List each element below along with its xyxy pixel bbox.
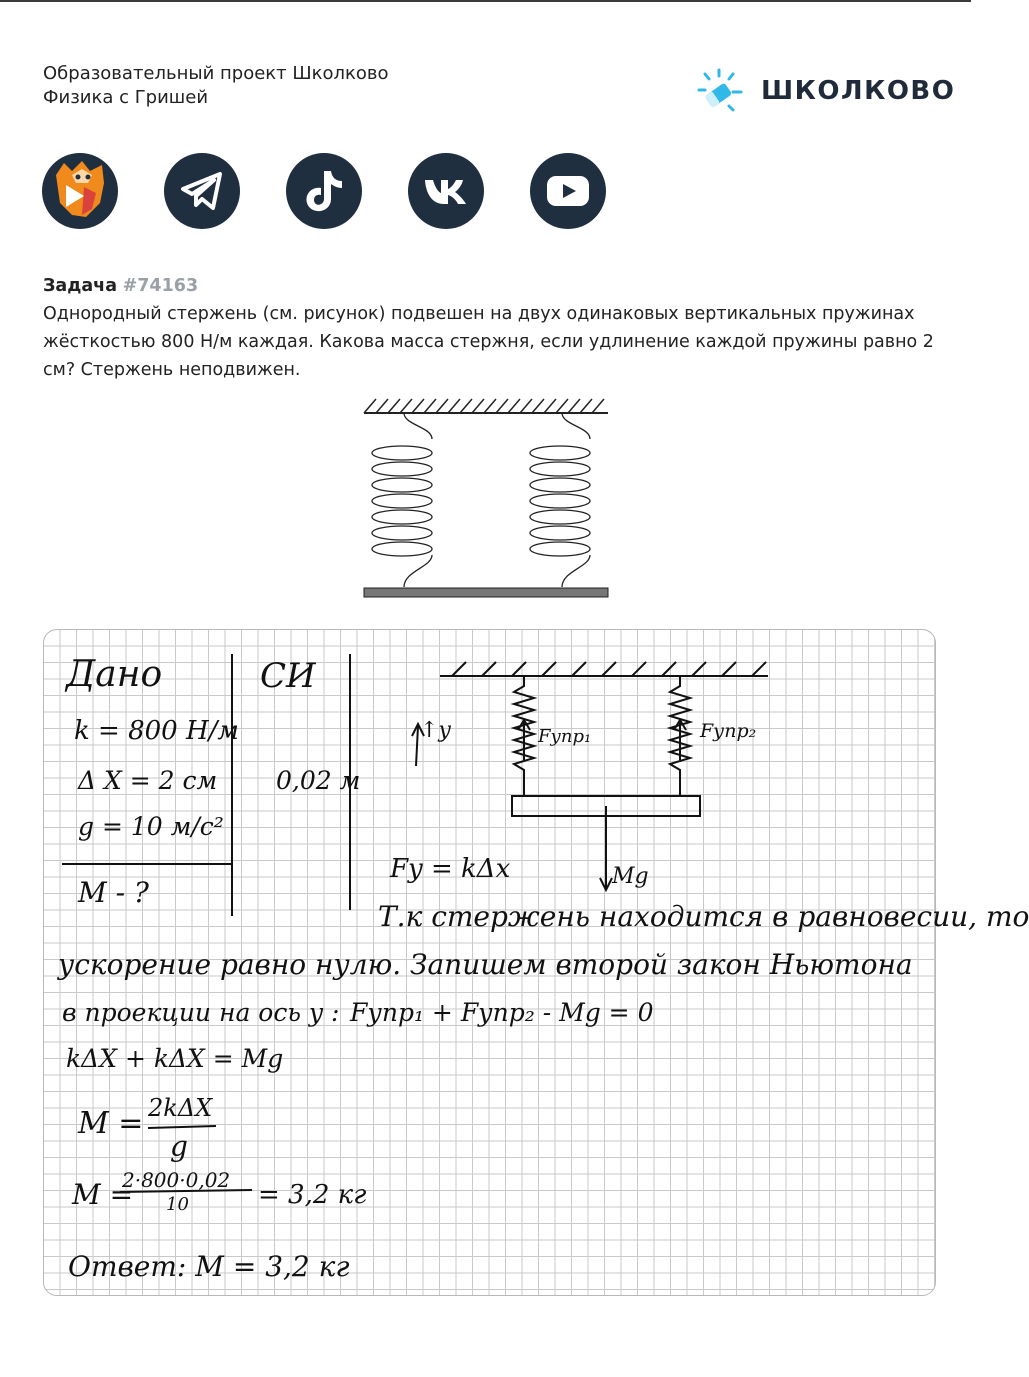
rod: [364, 588, 608, 597]
si-title: СИ: [260, 656, 316, 696]
ceiling-hatch: [364, 399, 604, 413]
mascot-button[interactable]: [42, 153, 118, 229]
answer: Ответ: M = 3,2 кг: [68, 1250, 350, 1283]
equation-3-result: = 3,2 кг: [258, 1180, 367, 1210]
text-line-1: Т.к стержень находится в равновесии, то: [378, 900, 1029, 933]
equation-3-lhs: M =: [72, 1178, 134, 1211]
hooke-law: Fy = kΔx: [390, 854, 511, 884]
equation-2-lhs: M =: [78, 1106, 144, 1141]
vk-button[interactable]: [408, 153, 484, 229]
dx-si: 0,02 м: [276, 766, 361, 795]
logo-icon: [695, 68, 747, 116]
task-number[interactable]: #74163: [122, 276, 199, 296]
force-label-2: Fупр₂: [700, 720, 757, 742]
telegram-icon: [180, 171, 224, 211]
spring-left: [372, 413, 432, 587]
logo[interactable]: [695, 68, 956, 116]
equation-3-numerator: 2·800·0,02: [122, 1168, 231, 1192]
axis-y-label: ↑y: [420, 718, 451, 743]
text-line-3b: Fупр₁ + Fупр₂ - Mg = 0: [350, 998, 654, 1027]
logo-text: ШКОЛКОВО: [761, 76, 956, 106]
given-title: Дано: [66, 654, 163, 695]
equation-3-denominator: 10: [166, 1194, 189, 1215]
youtube-icon: [546, 175, 590, 207]
tiktok-button[interactable]: [286, 153, 362, 229]
task-block: [43, 272, 943, 384]
springs-figure: [360, 395, 612, 605]
telegram-button[interactable]: [164, 153, 240, 229]
equation-2-numerator: 2kΔX: [148, 1094, 213, 1122]
header-project: Образовательный проект Школково: [43, 63, 389, 84]
youtube-button[interactable]: [530, 153, 606, 229]
equation-1: kΔX + kΔX = Mg: [66, 1044, 284, 1073]
task-text: Однородный стержень (см. рисунок) подвешен на двух одинаковых вертикальных пружинах жёсткостью 800 Н/м каждая. Какова масса стержня, если удлинение каждой пружины равно 2 см? Стержень неподвижен.: [43, 304, 934, 380]
given-k: k = 800 Н/м: [74, 716, 239, 746]
solution-notebook: [43, 629, 1029, 1296]
equation-2-denominator: g: [170, 1130, 188, 1163]
top-border: [0, 0, 971, 2]
mascot-icon: [42, 153, 118, 229]
tiktok-icon: [304, 169, 344, 213]
vk-icon: [423, 177, 469, 205]
given-g: g = 10 м/с²: [78, 812, 224, 841]
gravity-label: Mg: [612, 864, 649, 889]
spring-right: [530, 413, 590, 587]
header: [43, 62, 389, 110]
header-course: Физика с Гришей: [43, 87, 209, 108]
given-dx: Δ X = 2 см: [78, 766, 218, 795]
force-label-1: Fупр₁: [538, 726, 592, 747]
task-label: Задача: [43, 276, 118, 296]
text-line-2: ускорение равно нулю. Запишем второй закон Ньютона: [58, 948, 913, 981]
text-line-3a: в проекции на ось y :: [62, 998, 340, 1027]
find-m: M - ?: [78, 876, 149, 909]
